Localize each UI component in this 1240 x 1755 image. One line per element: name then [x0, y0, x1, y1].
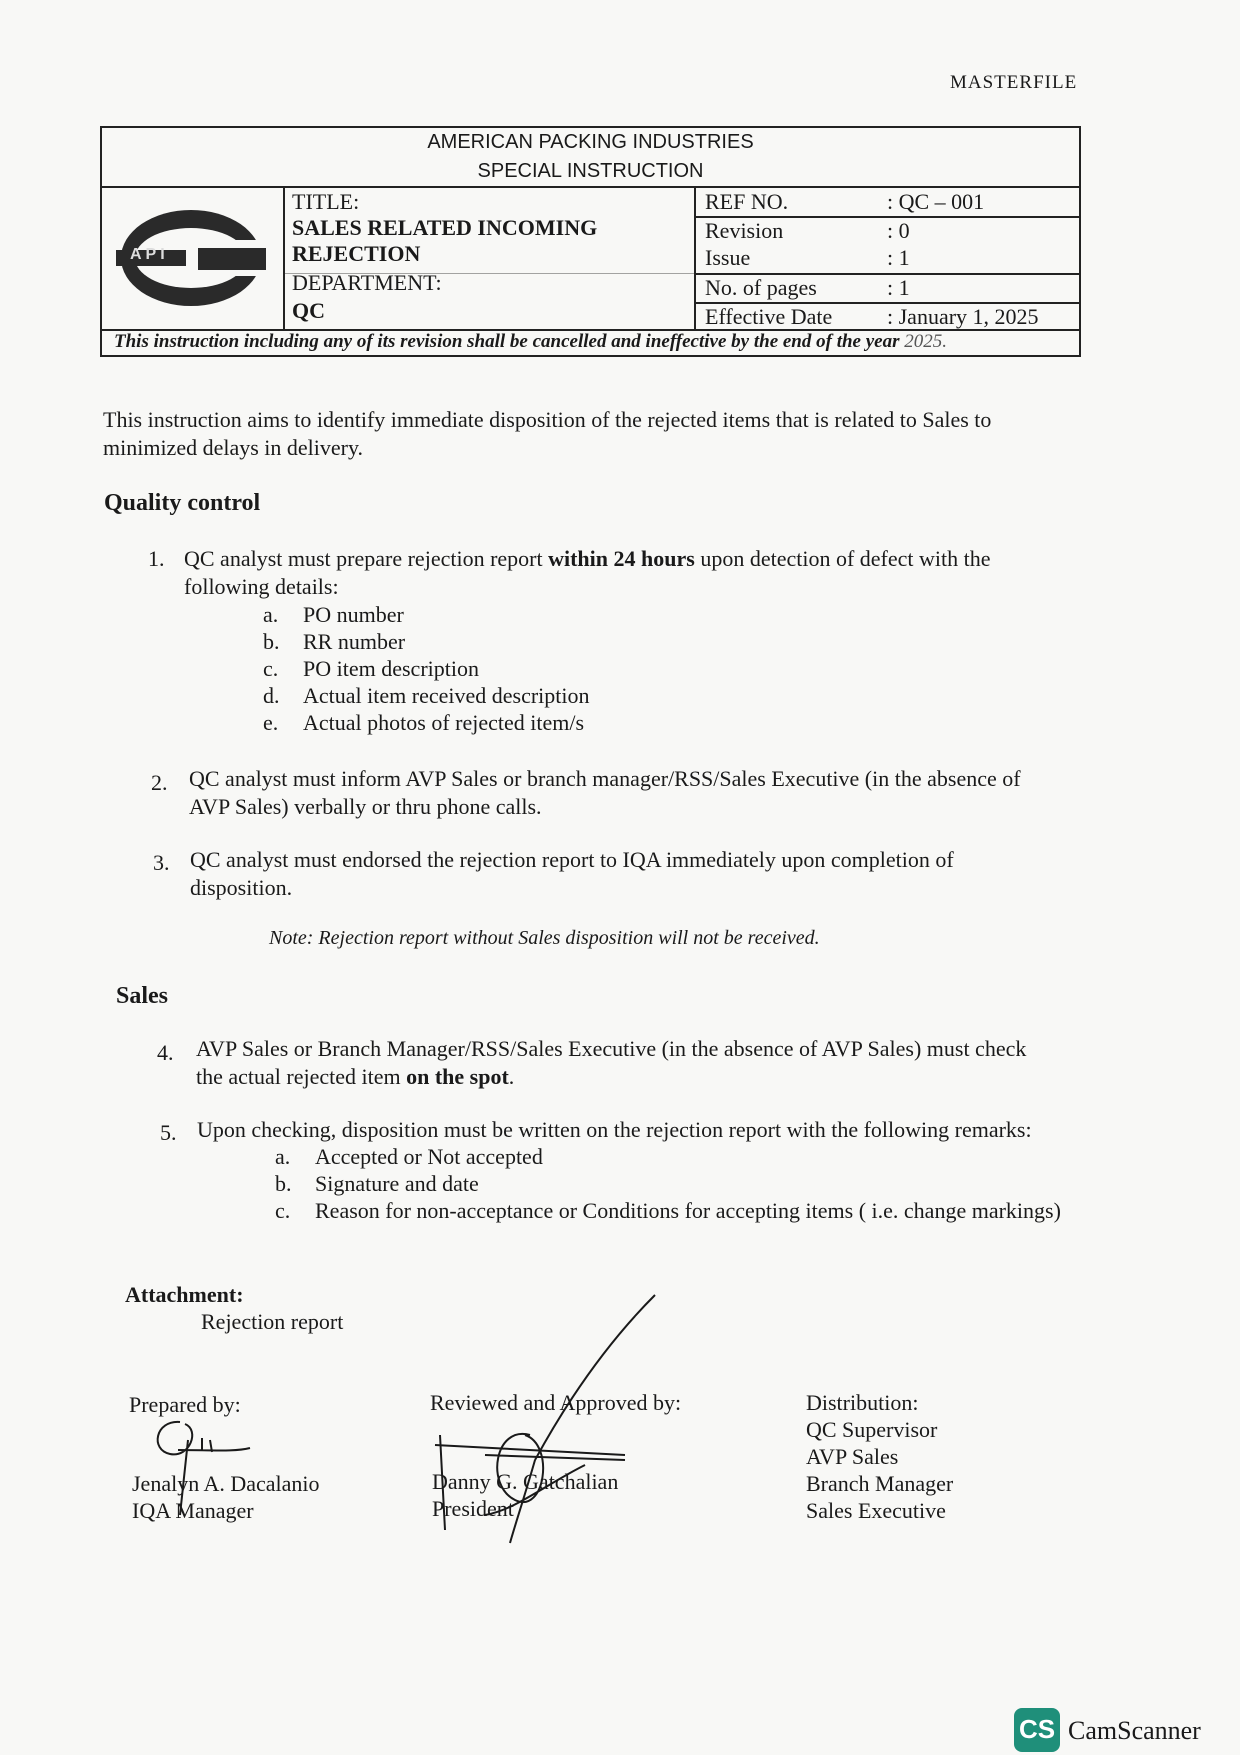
department-value: QC: [292, 298, 325, 323]
item-2: [189, 765, 1021, 821]
effective-date-value: : January 1, 2025: [887, 304, 1039, 329]
revision-label: Revision: [705, 218, 784, 243]
section-heading-sales: Sales: [116, 983, 169, 1009]
sub-item: d. Actual item received description: [263, 683, 590, 708]
masterfile-stamp: MASTERFILE: [950, 72, 1078, 93]
ref-no-value: : QC – 001: [887, 189, 985, 214]
intro-line-1: This instruction aims to identify immediate disposition of the rejected items that is related to Sales to: [103, 407, 992, 432]
item-1-sublist: [263, 601, 590, 736]
intro-paragraph: [103, 406, 991, 462]
logo-text: API: [130, 246, 169, 263]
department-label: DEPARTMENT:: [292, 270, 442, 295]
item-3-line-1: QC analyst must endorsed the rejection report to IQA immediately upon completion of: [190, 847, 954, 872]
intro-line-2: minimized delays in delivery.: [103, 435, 364, 460]
item-4-line-1: AVP Sales or Branch Manager/RSS/Sales Executive (in the absence of AVP Sales) must check: [196, 1036, 1027, 1061]
revision-value: : 0: [887, 218, 910, 243]
distribution-item: QC Supervisor: [806, 1417, 938, 1442]
note: Note: Rejection report without Sales disposition will not be received.: [269, 927, 820, 949]
item-1: [184, 545, 991, 601]
item-3-line-2: disposition.: [190, 875, 293, 900]
ref-no-label: REF NO.: [705, 189, 789, 214]
approved-by-title: President: [432, 1496, 514, 1521]
distribution-label: Distribution:: [806, 1390, 919, 1415]
item-1-text-pre: QC analyst must prepare rejection report: [184, 546, 549, 571]
distribution-item: Sales Executive: [806, 1498, 946, 1523]
disclaimer: [114, 331, 947, 353]
sub-item: c. Reason for non-acceptance or Conditions for accepting items ( i.e. change markings): [275, 1198, 1061, 1223]
item-number-2: 2.: [151, 770, 168, 795]
section-heading-quality-control: Quality control: [104, 490, 261, 516]
title-line-1: SALES RELATED INCOMING: [292, 215, 598, 240]
distribution-item: AVP Sales: [806, 1444, 899, 1469]
company-name: AMERICAN PACKING INDUSTRIES: [427, 131, 754, 153]
issue-label: Issue: [705, 245, 751, 270]
item-2-line-1: QC analyst must inform AVP Sales or branch manager/RSS/Sales Executive (in the absence of: [189, 766, 1021, 791]
item-number-3: 3.: [153, 850, 170, 875]
sub-item: c. PO item description: [263, 656, 479, 681]
disclaimer-text: This instruction including any of its revision shall be cancelled and ineffective by the end of the year: [114, 331, 900, 352]
disclaimer-year: 2025.: [904, 331, 947, 352]
item-3: [190, 846, 954, 902]
item-2-line-2: AVP Sales) verbally or thru phone calls.: [189, 794, 542, 819]
document-header: [100, 126, 1081, 357]
approved-by-signature: [425, 1285, 665, 1545]
item-1-line-2: following details:: [184, 574, 339, 599]
sub-item: a. PO number: [263, 602, 404, 627]
title-label: TITLE:: [292, 189, 360, 214]
item-number-5: 5.: [160, 1120, 177, 1145]
item-5: [197, 1116, 1032, 1144]
document-type: SPECIAL INSTRUCTION: [477, 160, 704, 182]
prepared-by-title: IQA Manager: [132, 1498, 254, 1523]
prepared-by-label: Prepared by:: [129, 1392, 241, 1417]
item-4-line-2-bold: on the spot: [406, 1064, 509, 1089]
sub-item: b. RR number: [263, 629, 406, 654]
item-4-line-2-post: .: [508, 1064, 515, 1089]
approved-by-label: Reviewed and Approved by:: [430, 1390, 682, 1415]
sub-item: e. Actual photos of rejected item/s: [263, 710, 585, 735]
issue-value: : 1: [887, 245, 910, 270]
item-4: [196, 1035, 1026, 1091]
distribution-item: Branch Manager: [806, 1471, 954, 1496]
item-4-line-2-pre: the actual rejected item: [196, 1064, 407, 1089]
effective-date-label: Effective Date: [705, 304, 833, 329]
company-logo: [116, 198, 266, 318]
distribution-block: [806, 1389, 953, 1524]
sub-item: b. Signature and date: [275, 1171, 479, 1196]
prepared-by-signature: [140, 1410, 260, 1520]
approved-by-name: Danny G. Gatchalian: [432, 1469, 619, 1494]
item-1-text-bold: within 24 hours: [548, 546, 695, 571]
item-5-line-1: Upon checking, disposition must be written on the rejection report with the following remarks:: [197, 1117, 1032, 1142]
item-5-sublist: [275, 1143, 1061, 1224]
item-number-1: 1.: [148, 546, 165, 571]
attachment-value: Rejection report: [201, 1309, 344, 1334]
camscanner-text: CamScanner: [1068, 1716, 1201, 1745]
prepared-by-name: Jenalyn A. Dacalanio: [132, 1471, 320, 1496]
attachment-label: Attachment:: [125, 1282, 244, 1307]
pages-label: No. of pages: [705, 275, 817, 300]
pages-value: : 1: [887, 275, 910, 300]
title-line-2: REJECTION: [292, 241, 421, 266]
sub-item: a. Accepted or Not accepted: [275, 1144, 543, 1169]
camscanner-logo: CS: [1014, 1708, 1060, 1752]
item-1-text-post: upon detection of defect with the: [694, 546, 991, 571]
item-number-4: 4.: [157, 1040, 174, 1065]
